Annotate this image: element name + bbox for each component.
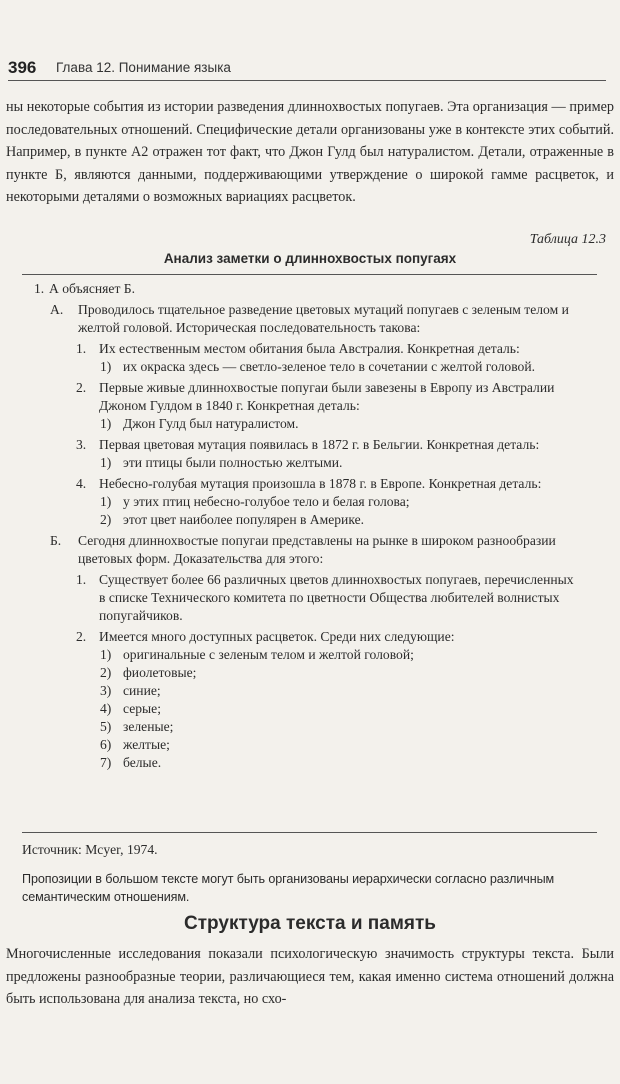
outline-item [76, 436, 580, 454]
outline-item-marker: 1) [100, 647, 112, 662]
outline-item [100, 736, 580, 754]
outline-item-text: Первые живые длиннохвостые попугаи были завезены в Европу из Австралии Джоном Гулдом в 1840 г. Конкретная деталь: [99, 380, 555, 413]
table-title: Анализ заметки о длиннохвостых попугаях [163, 251, 457, 266]
outline-item-text: зеленые; [123, 719, 174, 734]
outline-item-text: у этих птиц небесно-голубое тело и белая голова; [123, 494, 410, 509]
outline-item-marker: 1. [34, 281, 45, 296]
outline-item-marker: 2) [100, 665, 112, 680]
table-top-rule [22, 274, 597, 275]
outline-item-marker: 1) [100, 455, 112, 470]
outline-item-text: Существует более 66 различных цветов длиннохвостых попугаев, перечисленных в списке Технического комитета по цветности Общества любителей волнистых попугайчиков. [99, 572, 574, 623]
page-number: 396 [8, 58, 37, 77]
outline-item-text: Первая цветовая мутация появилась в 1872 г. в Бельгии. Конкретная деталь: [99, 437, 540, 452]
outline-item-text: серые; [123, 701, 161, 716]
outline-item [34, 280, 620, 298]
page-header [8, 58, 606, 81]
outline-item-text: Проводилось тщательное разведение цветовых мутаций попугаев с зеленым телом и желтой головой. Историческая последовательность такова: [78, 302, 569, 335]
outline-item [100, 454, 580, 472]
outline-item-marker: 1. [76, 341, 87, 356]
outline-item-text: Их естественным местом обитания была Австралия. Конкретная деталь: [99, 341, 520, 356]
outline-item-text: фиолетовые; [123, 665, 197, 680]
outline-item [50, 301, 580, 337]
section-heading: Структура текста и память [184, 913, 436, 934]
outline-item [76, 571, 580, 625]
table-outline [0, 280, 620, 772]
outline-item-marker: 2) [100, 512, 112, 527]
outline-item-marker: 4) [100, 701, 112, 716]
outline-item-marker: 1) [100, 359, 112, 374]
outline-item [76, 628, 580, 646]
chapter-title: Глава 12. Понимание языка [56, 60, 231, 75]
table-number: Таблица 12.3 [529, 232, 606, 247]
outline-item-text: Имеется много доступных расцветок. Среди них следующие: [99, 629, 455, 644]
outline-item [100, 700, 580, 718]
outline-item [100, 718, 580, 736]
outline-item [100, 358, 580, 376]
outline-item-marker: 1) [100, 416, 112, 431]
table-source: Источник: Mcyer, 1974. [22, 842, 158, 857]
outline-item-marker: 2. [76, 380, 87, 395]
outline-item-marker: 3. [76, 437, 87, 452]
outline-item-text: этот цвет наиболее популярен в Америке. [123, 512, 365, 527]
outline-item [76, 340, 580, 358]
outline-item [100, 493, 580, 511]
outline-item-text: желтые; [123, 737, 170, 752]
outline-item-marker: 3) [100, 683, 112, 698]
intro-paragraph [6, 96, 614, 209]
outline-item-marker: 1) [100, 494, 112, 509]
outline-item-text: Небесно-голубая мутация произошла в 1878 г. в Европе. Конкретная деталь: [99, 476, 542, 491]
outline-item-marker: Б. [50, 533, 62, 548]
outline-item-marker: А. [50, 302, 64, 317]
outline-item-marker: 2. [76, 629, 87, 644]
outline-item-marker: 1. [76, 572, 87, 587]
outline-item [100, 754, 580, 772]
outline-item [50, 532, 580, 568]
intro-paragraph-text: ны некоторые события из истории разведения длиннохвостых попугаев. Эта организация — пример последовательных отношений. Специфические детали организованы уже в контексте этих событий. Например, в пункте А2 отражен тот факт, что Джон Гулд был натуралистом. Детали, отраженные в пункте Б, являются данными, поддерживающими утверждение о широкой гамме расцветок, и некоторыми деталями о возможных вариациях расцветок. [6, 99, 614, 205]
outline-item-text: синие; [123, 683, 161, 698]
outline-item-text: Джон Гулд был натуралистом. [123, 416, 299, 431]
outline-item [100, 646, 580, 664]
summary-note: Пропозиции в большом тексте могут быть организованы иерархически согласно различным семантическим отношениям. [22, 872, 555, 904]
outline-item [100, 511, 580, 529]
outline-item-text: А объясняет Б. [49, 281, 136, 296]
section-paragraph [6, 943, 614, 1011]
outline-item-marker: 4. [76, 476, 87, 491]
section-paragraph-text: Многочисленные исследования показали психологическую значимость структуры текста. Были предложены разнообразные теории, различающиеся тем, какая именно система отношений должна быть использована для анализа текста, но схо- [6, 946, 614, 1007]
outline-item-text: белые. [123, 755, 162, 770]
outline-item-marker: 5) [100, 719, 112, 734]
outline-item [100, 415, 580, 433]
outline-item-text: эти птицы были полностью желтыми. [123, 455, 343, 470]
outline-item-marker: 7) [100, 755, 112, 770]
outline-item-marker: 6) [100, 737, 112, 752]
outline-item-text: их окраска здесь — светло-зеленое тело в сочетании с желтой головой. [123, 359, 536, 374]
table-bottom-rule [22, 832, 597, 833]
outline-item [100, 664, 580, 682]
outline-item [76, 379, 580, 415]
outline-item [100, 682, 580, 700]
outline-item-text: оригинальные с зеленым телом и желтой головой; [123, 647, 414, 662]
outline-item [76, 475, 580, 493]
outline-item-text: Сегодня длиннохвостые попугаи представлены на рынке в широком разнообразии цветовых форм. Доказательства для этого: [78, 533, 556, 566]
